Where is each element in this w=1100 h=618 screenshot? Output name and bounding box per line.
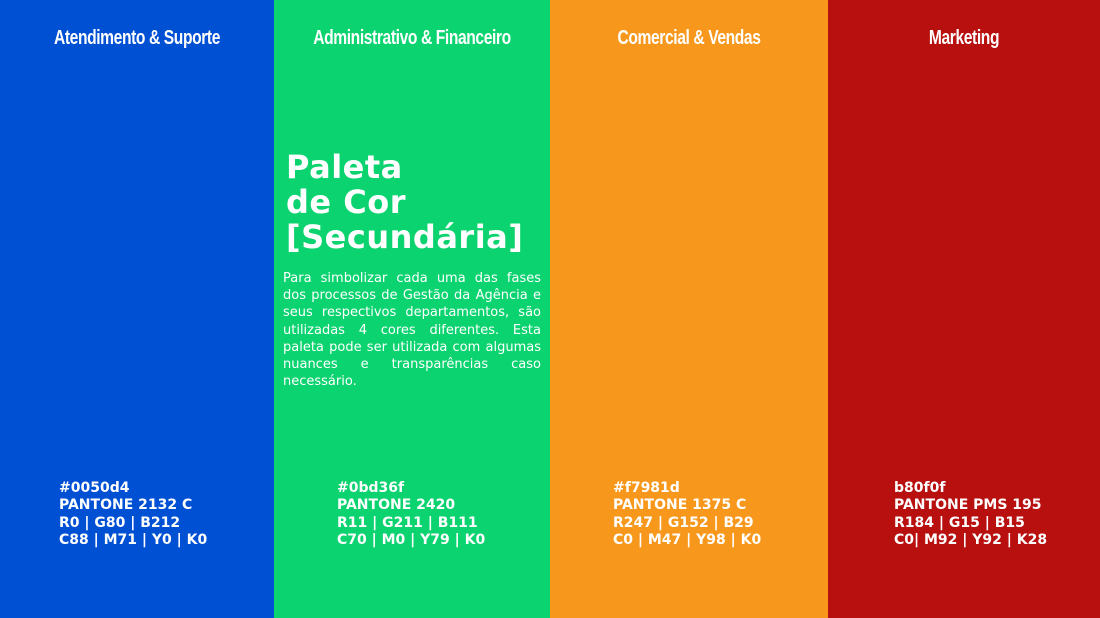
title-line: [Secundária] [286,218,524,256]
color-specs [337,480,485,550]
column-title: Atendimento & Suporte [53,27,221,49]
title-line: de Cor [286,183,406,221]
color-column-administrativo [274,0,550,618]
color-specs [613,480,761,550]
hex-code: #f7981d [613,480,680,496]
column-title: Comercial & Vendas [617,27,761,49]
column-title: Marketing [928,27,1000,49]
pantone-code: PANTONE 2420 [337,497,456,514]
rgb-values: R247 | G152 | B29 [613,514,754,531]
color-column-atendimento [0,0,274,618]
color-specs [59,480,207,550]
cmyk-values: C0 | M47 | Y98 | K0 [613,532,762,549]
rgb-values: R11 | G211 | B111 [337,514,478,531]
hex-code: #0050d4 [59,480,130,496]
color-column-marketing [828,0,1100,618]
description-text: Para simbolizar cada uma das fases dos processos de Gestão da Agência e seus respectivos departamentos, são utilizadas 4 cores diferentes. Esta paleta pode ser utilizada com algumas nuances e transparências caso necessário. [283,271,541,390]
column-title: Administrativo & Financeiro [313,27,511,49]
color-column-comercial [550,0,828,618]
hex-code: #0bd36f [337,480,405,496]
color-specs [894,480,1047,550]
page-title [286,150,523,255]
cmyk-values: C88 | M71 | Y0 | K0 [59,532,208,549]
pantone-code: PANTONE 1375 C [613,497,747,514]
hex-code: b80f0f [894,480,946,496]
cmyk-values: C70 | M0 | Y79 | K0 [337,532,486,549]
rgb-values: R0 | G80 | B212 [59,514,181,531]
cmyk-values: C0| M92 | Y92 | K28 [894,532,1048,549]
pantone-code: PANTONE 2132 C [59,497,193,514]
pantone-code: PANTONE PMS 195 [894,497,1042,514]
title-line: Paleta [286,148,403,186]
rgb-values: R184 | G15 | B15 [894,514,1025,531]
